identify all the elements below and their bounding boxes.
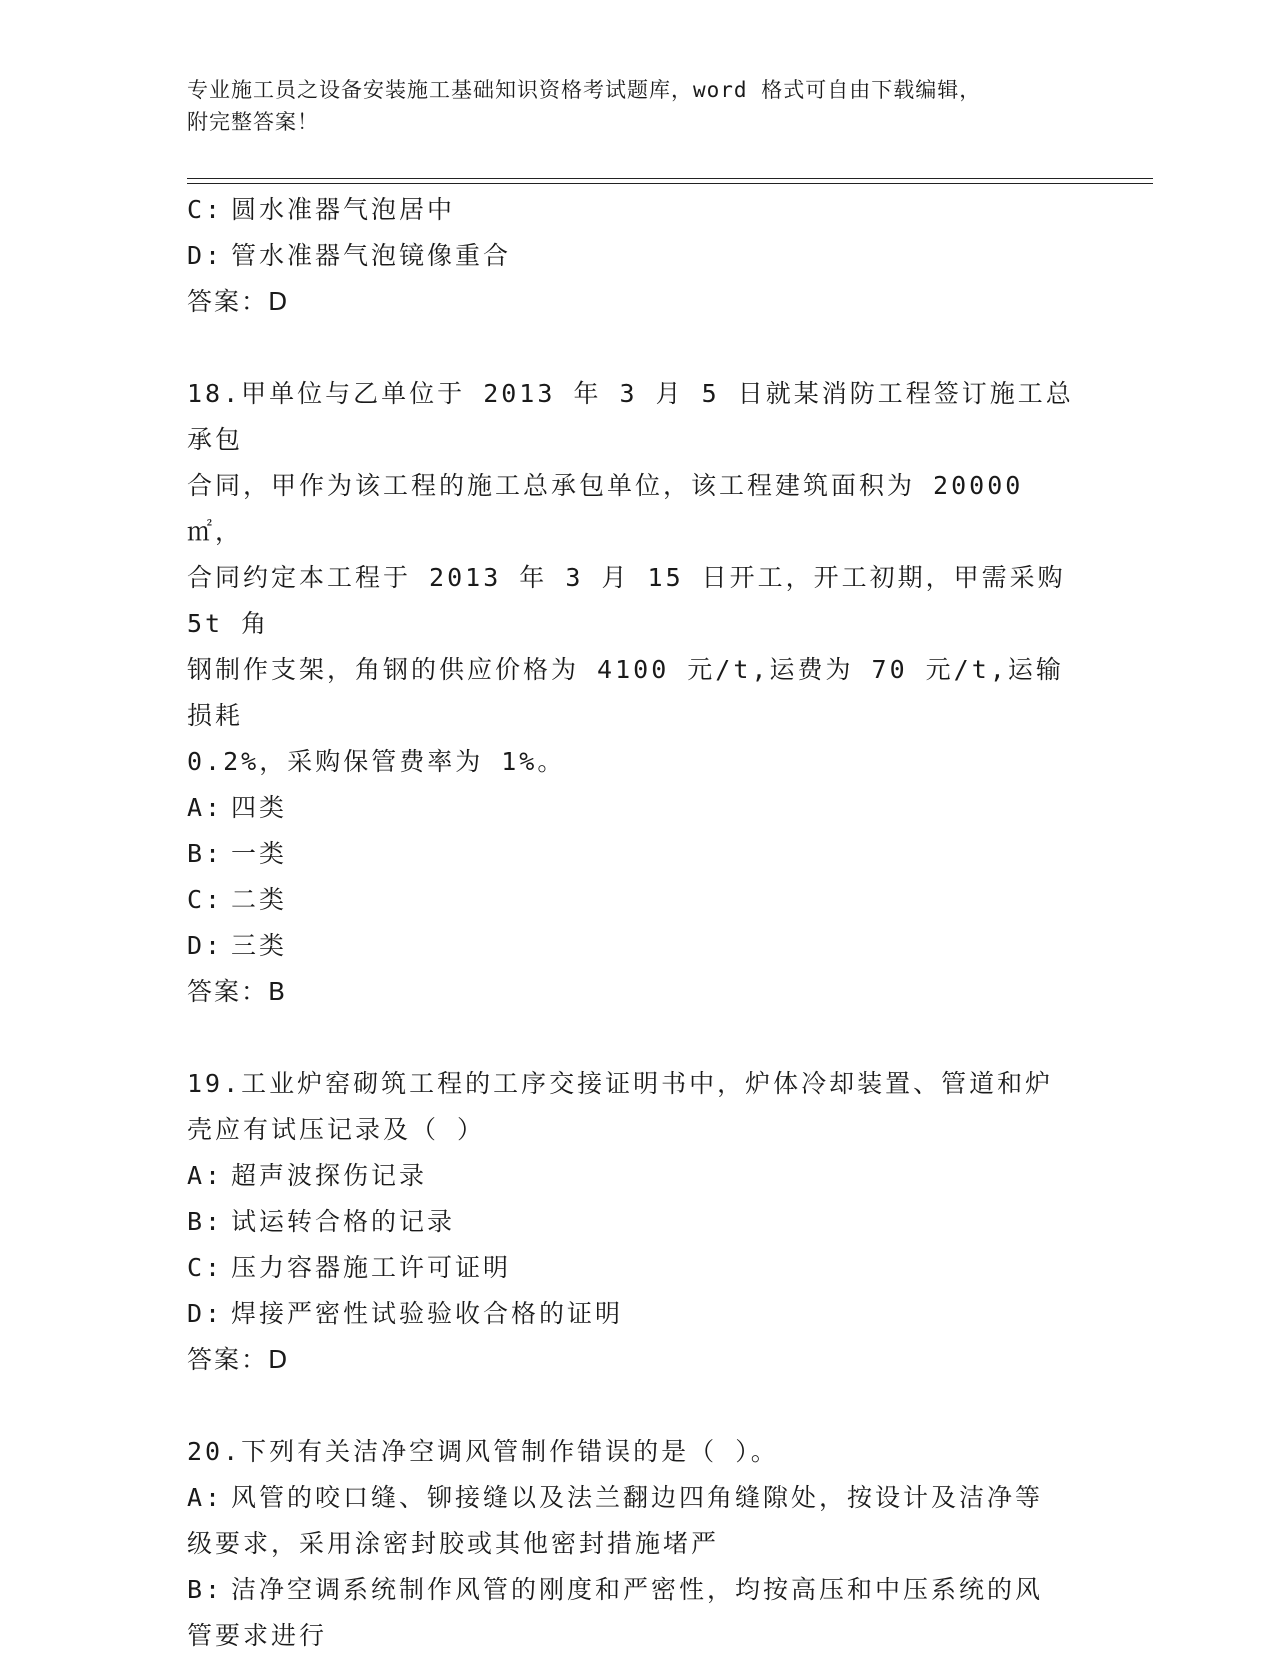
question-text-line: 18.甲单位与乙单位于 2013 年 3 月 5 日就某消防工程签订施工总承包 xyxy=(187,379,1074,454)
document-body xyxy=(187,187,1077,1659)
header-divider-top xyxy=(187,178,1153,179)
question-text-line: 合同约定本工程于 2013 年 3 月 15 日开工，开工初期，甲需采购 5t 角 xyxy=(187,563,1066,638)
option-a: A: 风管的咬口缝、铆接缝以及法兰翻边四角缝隙处，按设计及洁净等 xyxy=(187,1483,1044,1512)
option-b: B: 洁净空调系统制作风管的刚度和严密性，均按高压和中压系统的风 xyxy=(187,1575,1044,1604)
option-b: B: 试运转合格的记录 xyxy=(187,1207,456,1236)
option-a: A: 超声波探伤记录 xyxy=(187,1161,428,1190)
question-text-line: 合同，甲作为该工程的施工总承包单位，该工程建筑面积为 20000㎡， xyxy=(187,471,1024,546)
header-line-2: 附完整答案！ xyxy=(187,110,319,134)
header-divider-bottom xyxy=(187,183,1153,184)
answer: 答案：B xyxy=(187,977,288,1006)
question-17-tail xyxy=(187,187,1077,325)
option-c: C: 压力容器施工许可证明 xyxy=(187,1253,512,1282)
question-20 xyxy=(187,1429,1077,1659)
option-c: C: 二类 xyxy=(187,885,288,914)
option-d: D: 管水准器气泡镜像重合 xyxy=(187,241,512,270)
question-18 xyxy=(187,371,1077,1015)
header-line-1: 专业施工员之设备安装施工基础知识资格考试题库，word 格式可自由下载编辑， xyxy=(187,78,982,102)
question-text-line: 19.工业炉窑砌筑工程的工序交接证明书中，炉体冷却装置、管道和炉 xyxy=(187,1069,1054,1098)
question-19 xyxy=(187,1061,1077,1383)
option-d: D: 三类 xyxy=(187,931,288,960)
answer: 答案：D xyxy=(187,1345,290,1374)
answer: 答案：D xyxy=(187,287,290,316)
question-text-line: 20.下列有关洁净空调风管制作错误的是（ ）。 xyxy=(187,1437,779,1466)
option-d: D: 焊接严密性试验验收合格的证明 xyxy=(187,1299,624,1328)
question-text-line: 钢制作支架，角钢的供应价格为 4100 元/t,运费为 70 元/t,运输损耗 xyxy=(187,655,1064,730)
option-a: A: 四类 xyxy=(187,793,288,822)
question-text-line: 壳应有试压记录及（ ） xyxy=(187,1115,486,1144)
option-a-continued: 级要求，采用涂密封胶或其他密封措施堵严 xyxy=(187,1529,720,1558)
document-header xyxy=(187,74,1087,138)
option-b-continued: 管要求进行 xyxy=(187,1621,328,1650)
option-b: B: 一类 xyxy=(187,839,288,868)
question-text-line: 0.2%，采购保管费率为 1%。 xyxy=(187,747,566,776)
option-c: C: 圆水准器气泡居中 xyxy=(187,195,456,224)
